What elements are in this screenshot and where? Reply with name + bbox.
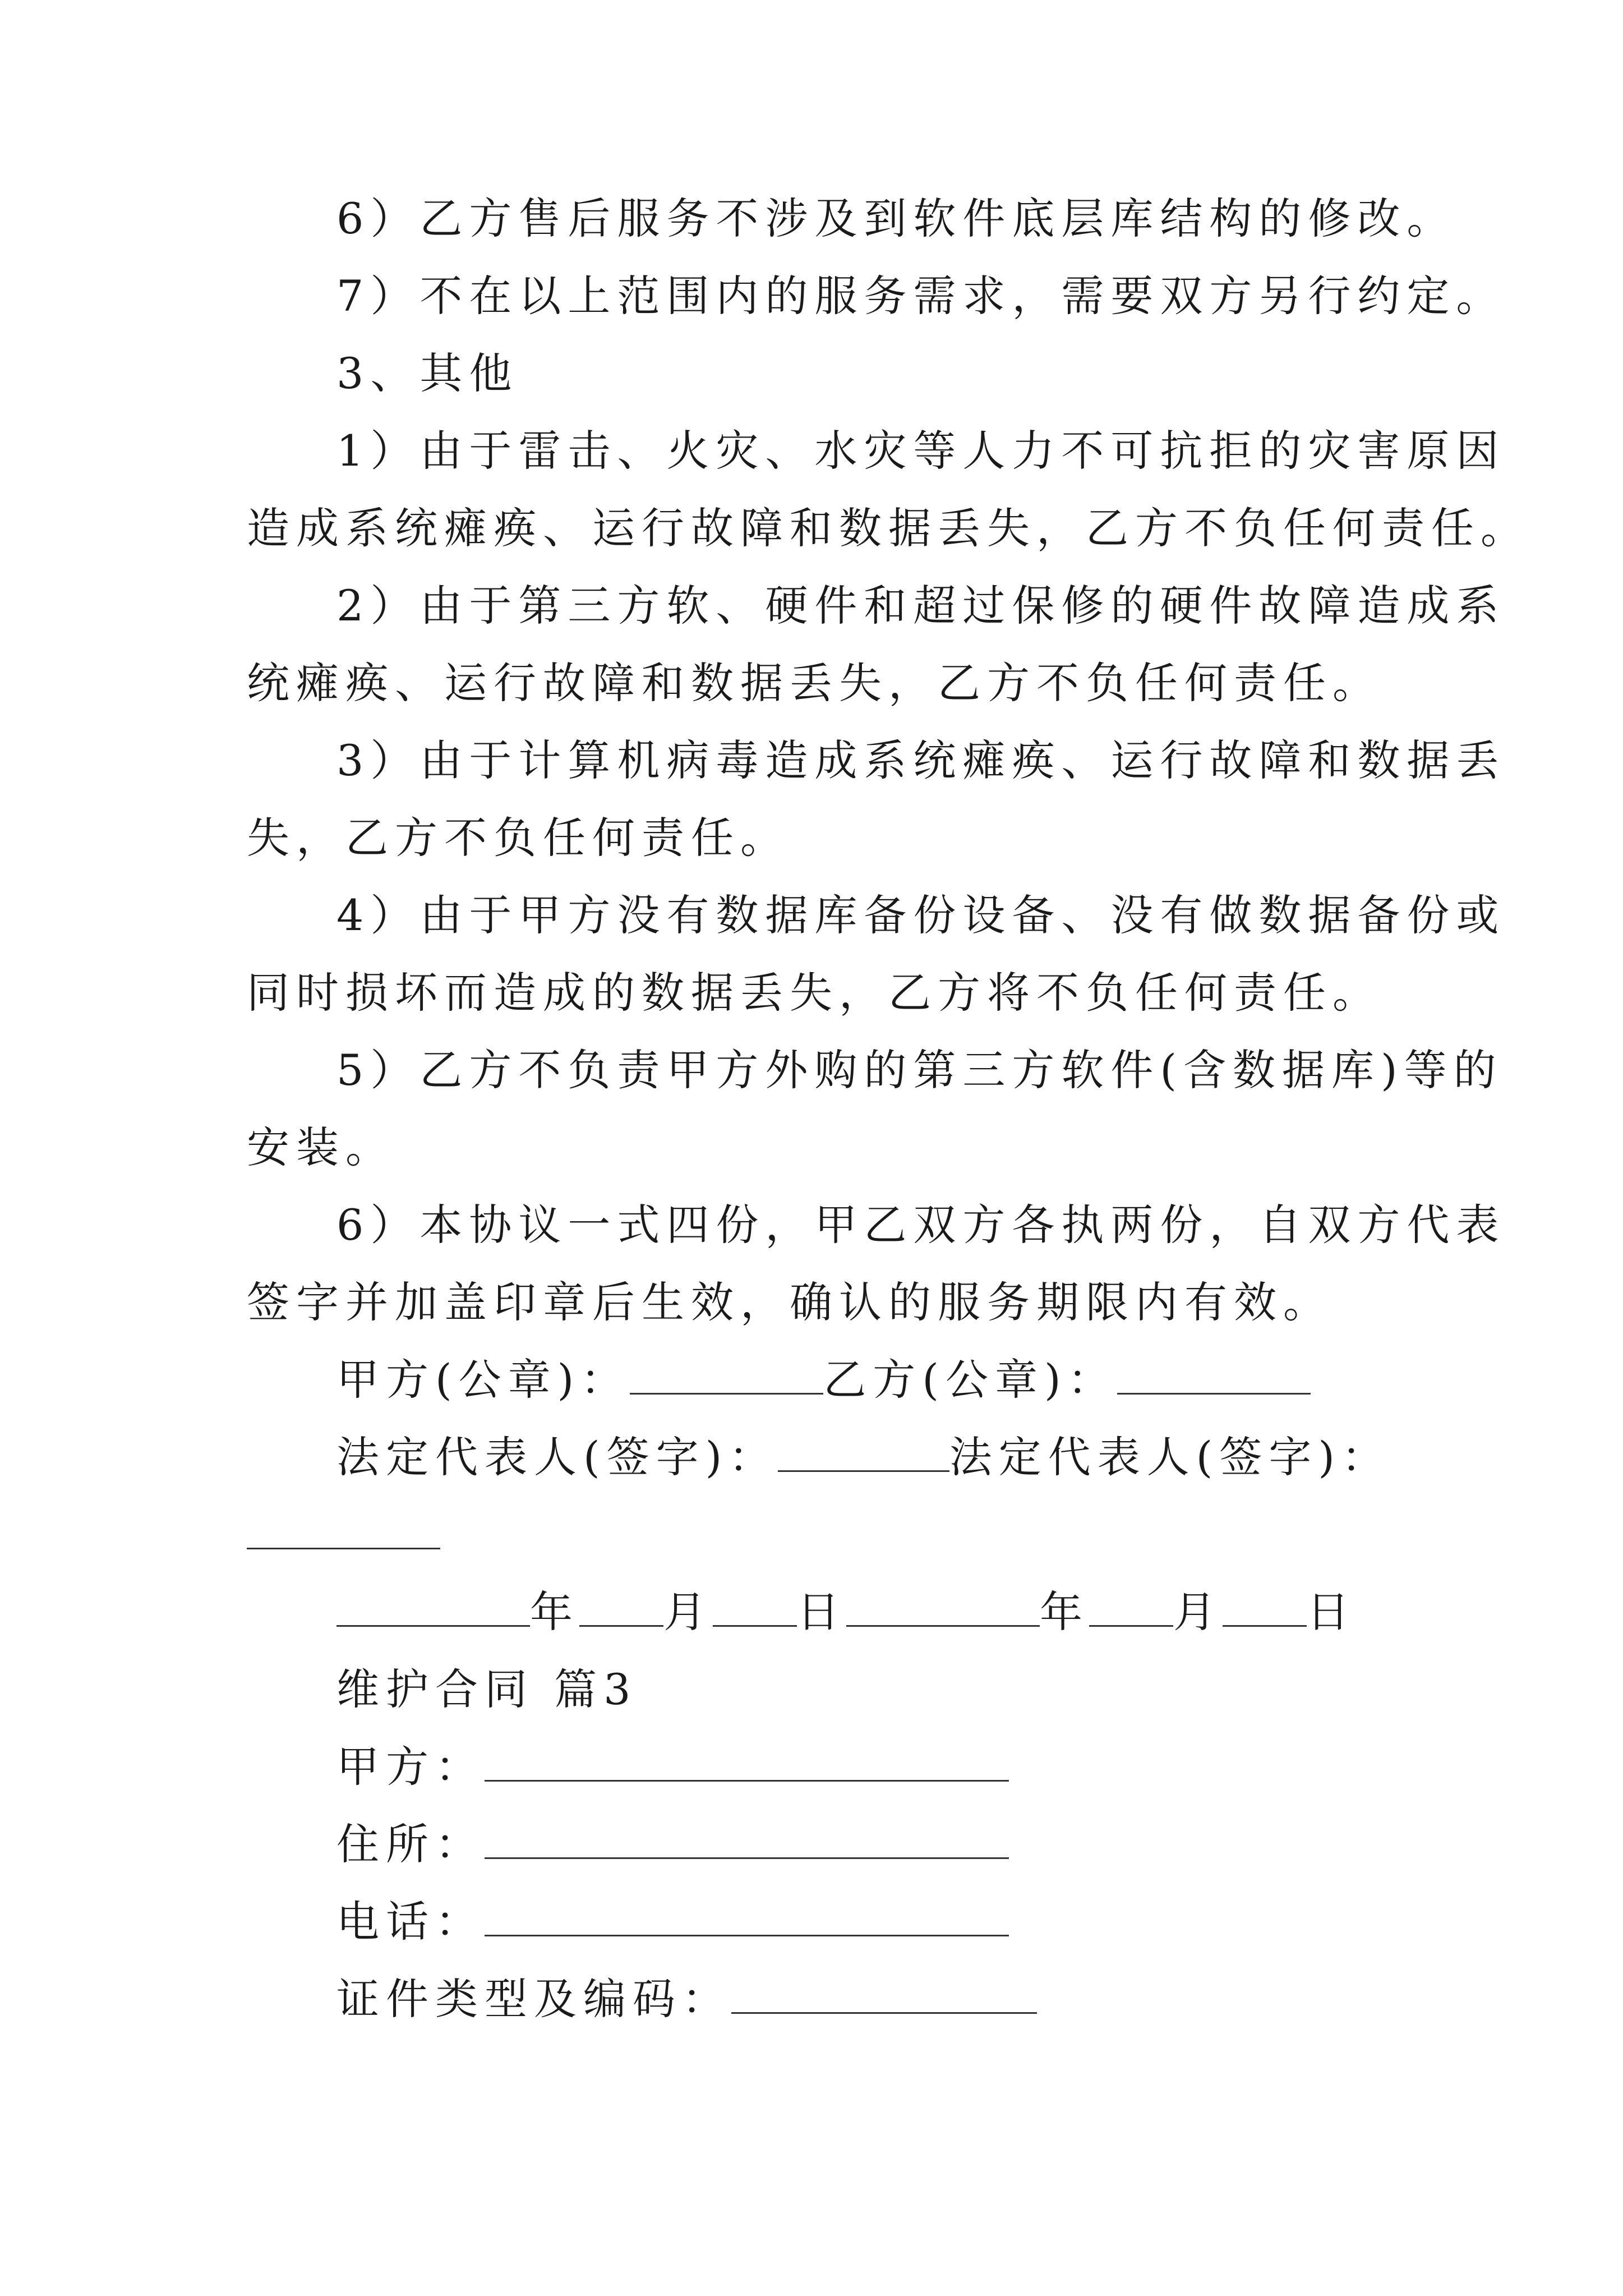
id-label: 证件类型及编码：: [336, 1974, 731, 2024]
paragraph-service-6: 6）乙方售后服务不涉及到软件底层库结构的修改。: [336, 194, 1456, 243]
paragraph-other-5-line1: 5）乙方不负责甲方外购的第三方软件(含数据库)等的: [336, 1045, 1503, 1095]
contract-3-title: 维护合同 篇3: [336, 1664, 638, 1714]
paragraph-service-7: 7）不在以上范围内的服务需求，需要双方另行约定。: [336, 271, 1506, 321]
date-b-day-blank[interactable]: [1223, 1586, 1307, 1627]
contract-3-party-a-line: [247, 1739, 1391, 1795]
date-b-year-blank[interactable]: [846, 1586, 1040, 1627]
party-b-seal-label: 乙方(公章)：: [823, 1355, 1117, 1405]
date-a-day-blank[interactable]: [713, 1586, 797, 1627]
paragraph-other-1-line2: 造成系统瘫痪、运行故障和数据丢失，乙方不负任何责任。: [247, 503, 1530, 553]
rep-b-blank[interactable]: [247, 1508, 440, 1549]
party-a-seal-blank[interactable]: [630, 1354, 823, 1395]
paragraph-other-2-line2: 统瘫痪、运行故障和数据丢失，乙方不负任何责任。: [247, 658, 1382, 708]
address-label: 住所：: [336, 1819, 485, 1869]
address-blank[interactable]: [485, 1818, 1009, 1859]
paragraph-other-6-line2: 签字并加盖印章后生效，确认的服务期限内有效。: [247, 1277, 1332, 1327]
date-a-year-blank[interactable]: [336, 1586, 530, 1627]
contract-3-id-line: [247, 1971, 1391, 2027]
paragraph-other-5-line2: 安装。: [247, 1122, 395, 1172]
party-b-seal-blank[interactable]: [1117, 1354, 1311, 1395]
phone-blank[interactable]: [485, 1895, 1009, 1936]
document-page: [247, 191, 1530, 2266]
rep-b-blank-line: [247, 1507, 1391, 1563]
date-a-day-label: 日: [797, 1587, 846, 1637]
date-a-month-blank[interactable]: [579, 1586, 663, 1627]
date-a-year-label: 年: [530, 1587, 579, 1637]
phone-label: 电话：: [336, 1897, 485, 1947]
paragraph-other-1-line1: 1）由于雷击、火灾、水灾等人力不可抗拒的灾害原因: [336, 426, 1506, 476]
paragraph-other-4-line1: 4）由于甲方没有数据库备份设备、没有做数据备份或: [336, 890, 1506, 940]
date-line: [247, 1584, 1391, 1640]
rep-a-label: 法定代表人(签字)：: [336, 1432, 778, 1482]
date-a-month-label: 月: [663, 1587, 713, 1637]
contract-3-phone-line: [247, 1894, 1391, 1950]
paragraph-other-3-line2: 失，乙方不负任何责任。: [247, 813, 790, 863]
contract-3-address-line: [247, 1816, 1391, 1872]
rep-b-label: 法定代表人(签字)：: [949, 1432, 1391, 1482]
date-b-month-blank[interactable]: [1089, 1586, 1173, 1627]
rep-a-blank[interactable]: [778, 1431, 949, 1472]
paragraph-other-4-line2: 同时损坏而造成的数据丢失，乙方将不负任何责任。: [247, 968, 1382, 1018]
party-a-label: 甲方：: [336, 1742, 485, 1792]
paragraph-other-3-line1: 3）由于计算机病毒造成系统瘫痪、运行故障和数据丢: [336, 735, 1506, 785]
date-b-day-label: 日: [1307, 1587, 1356, 1637]
date-b-month-label: 月: [1173, 1587, 1223, 1637]
id-blank[interactable]: [731, 1973, 1037, 2014]
paragraph-other-6-line1: 6）本协议一式四份，甲乙双方各执两份，自双方代表: [336, 1200, 1506, 1250]
seal-line: [247, 1352, 1391, 1408]
paragraph-other-2-line1: 2）由于第三方软、硬件和超过保修的硬件故障造成系: [336, 581, 1506, 631]
party-a-blank[interactable]: [485, 1741, 1009, 1782]
section-heading-other: 3、其他: [336, 348, 519, 398]
party-a-seal-label: 甲方(公章)：: [336, 1355, 630, 1405]
representative-line: [247, 1429, 1391, 1485]
date-b-year-label: 年: [1040, 1587, 1089, 1637]
